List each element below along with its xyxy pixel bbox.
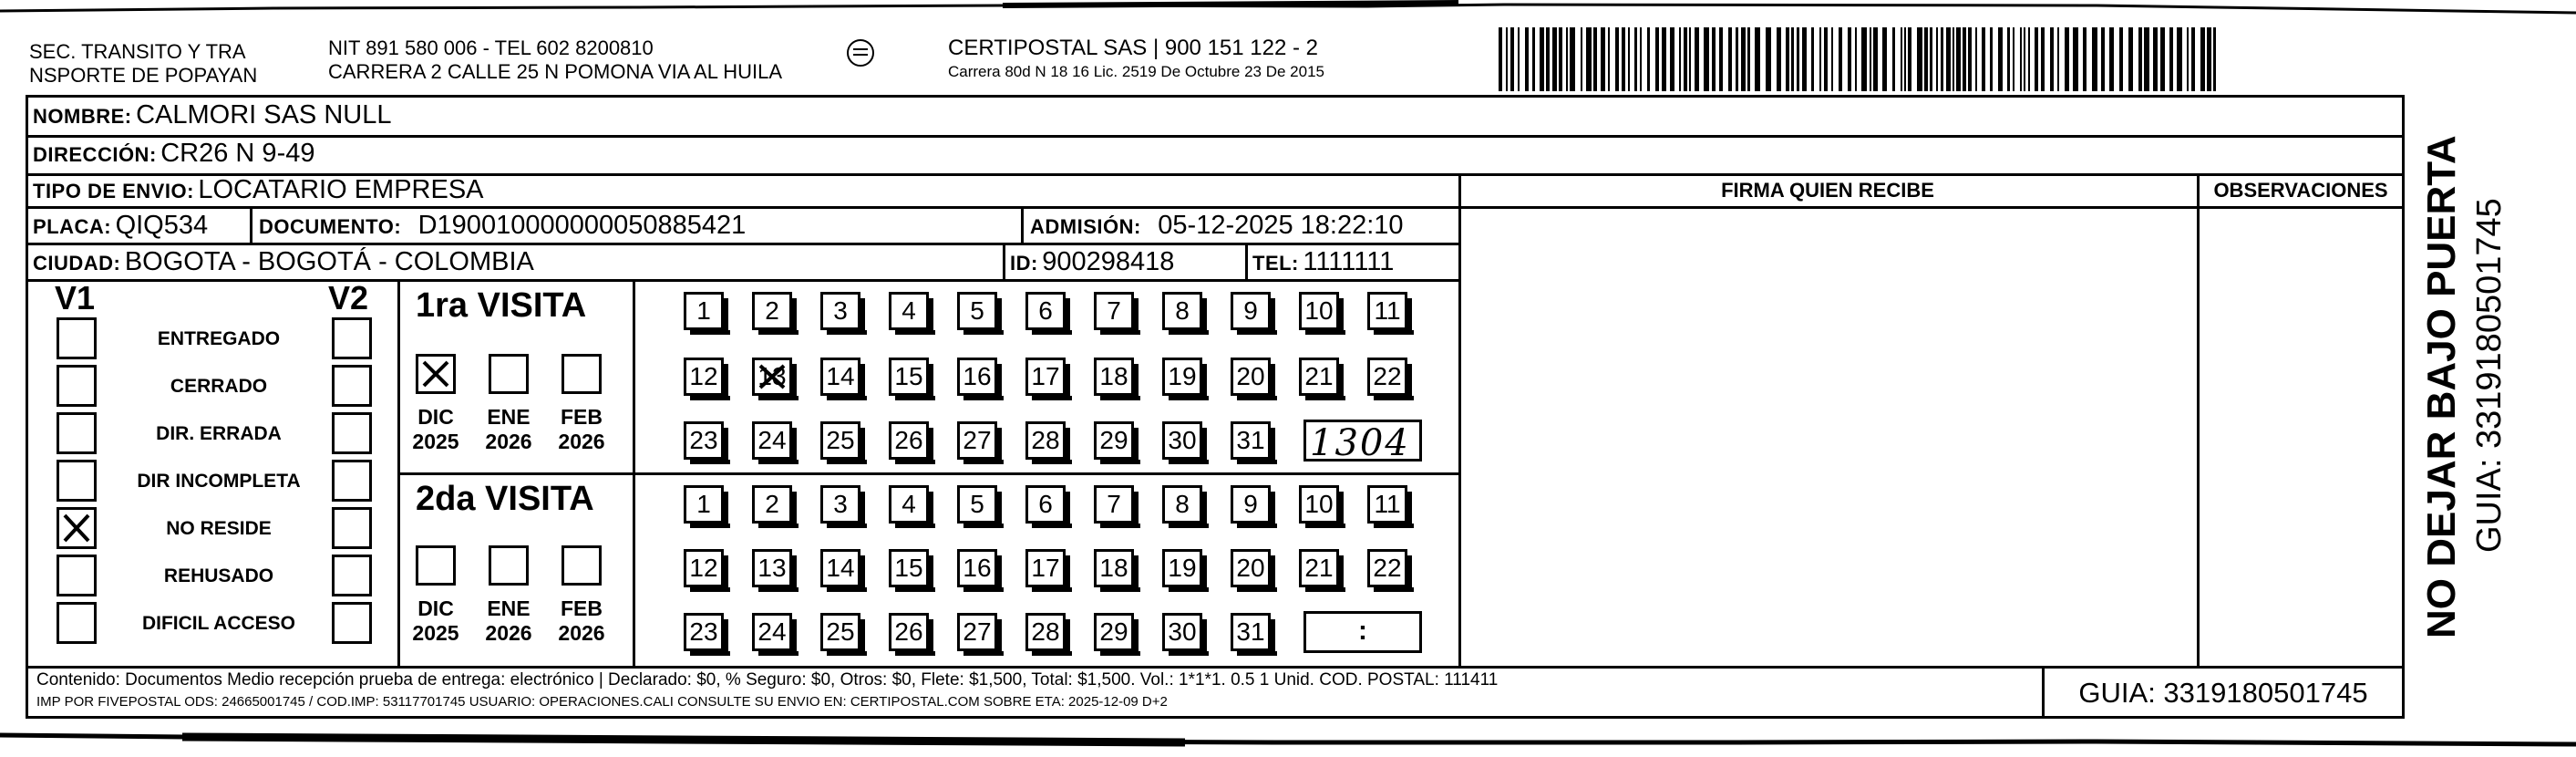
day-box[interactable] — [1094, 292, 1134, 330]
status-label: CERRADO — [170, 376, 268, 397]
day-box[interactable] — [1367, 292, 1407, 330]
day-box[interactable] — [1299, 549, 1339, 587]
day-number: 2 — [765, 490, 779, 518]
day-box[interactable] — [1162, 485, 1202, 524]
day-number: 26 — [894, 426, 923, 454]
day-box[interactable] — [1162, 421, 1202, 460]
day-box[interactable] — [957, 485, 997, 524]
v2-checkbox[interactable] — [332, 460, 372, 502]
day-box[interactable] — [1299, 485, 1339, 524]
day-number: 13 — [757, 362, 787, 390]
v2-checkbox[interactable] — [332, 412, 372, 454]
row-divider — [26, 279, 1458, 282]
day-box[interactable] — [957, 613, 997, 651]
day-number: 14 — [826, 554, 855, 582]
admision-value: 05-12-2025 18:22:10 — [1158, 211, 1404, 240]
nit-line1: NIT 891 580 006 - TEL 602 8200810 — [328, 36, 654, 59]
day-number: 30 — [1168, 426, 1197, 454]
day-box[interactable] — [684, 421, 724, 460]
v2-checkbox[interactable] — [332, 555, 372, 596]
day-number: 25 — [826, 617, 855, 646]
day-number: 24 — [757, 426, 787, 454]
nit-block — [328, 36, 782, 84]
courier-line1: CERTIPOSTAL SAS | 900 151 122 - 2 — [948, 36, 1318, 60]
day-box[interactable] — [820, 358, 860, 396]
footer-guia: GUIA: 3319180501745 — [2078, 677, 2368, 709]
courier-block — [948, 36, 1324, 84]
day-box[interactable] — [1025, 613, 1066, 651]
day-box[interactable] — [1367, 485, 1407, 524]
day-box[interactable] — [1299, 358, 1339, 396]
day-number: 3 — [833, 296, 848, 325]
ciudad-value: BOGOTA - BOGOTÁ - COLOMBIA — [124, 247, 534, 276]
day-number: 11 — [1374, 490, 1401, 518]
day-box[interactable] — [1231, 421, 1271, 460]
day-box[interactable] — [957, 421, 997, 460]
v1-checkbox[interactable] — [57, 412, 97, 454]
v2-checkbox[interactable] — [332, 602, 372, 644]
day-box[interactable] — [1025, 292, 1066, 330]
visit-divider — [633, 279, 635, 666]
tipo-label: TIPO DE ENVIO: — [33, 180, 194, 202]
nit-line2: CARRERA 2 CALLE 25 N POMONA VIA AL HUILA — [328, 60, 783, 83]
id-cell — [1010, 247, 1174, 277]
documento-value: D190010000000050885421 — [417, 211, 747, 240]
day-number: 6 — [1038, 296, 1053, 325]
day-number: 16 — [963, 554, 992, 582]
day-box[interactable] — [1367, 549, 1407, 587]
day-x-mark — [755, 360, 789, 393]
day-number: 10 — [1304, 490, 1334, 518]
admision-label: ADMISIÓN: — [1030, 215, 1141, 238]
month-checkbox[interactable] — [489, 545, 529, 586]
status-label: REHUSADO — [163, 565, 274, 586]
v2-checkbox[interactable] — [332, 317, 372, 359]
tel-value: 1111111 — [1303, 247, 1395, 276]
day-number: 13 — [757, 554, 787, 582]
day-number: 1 — [696, 490, 711, 518]
documento-cell — [259, 211, 746, 241]
day-number: 12 — [689, 362, 718, 390]
day-number: 21 — [1304, 362, 1334, 390]
v1-checkbox[interactable] — [57, 365, 97, 407]
sender-line1: SEC. TRANSITO Y TRA — [29, 40, 246, 63]
status-label: DIFICIL ACCESO — [141, 613, 295, 634]
month-year: 2025 — [412, 621, 459, 645]
month-name: DIC — [417, 596, 454, 620]
day-number: 28 — [1031, 617, 1060, 646]
tipo-value: LOCATARIO EMPRESA — [198, 175, 484, 204]
month-name: ENE — [487, 596, 531, 620]
month-year: 2026 — [485, 430, 532, 453]
day-box[interactable] — [752, 613, 792, 651]
day-number: 22 — [1373, 362, 1402, 390]
v1-checkbox[interactable] — [57, 460, 97, 502]
bottom-edge-stroke — [0, 730, 2576, 757]
month-checkbox[interactable] — [562, 354, 602, 394]
col-divider — [2197, 173, 2200, 666]
month-checkbox[interactable] — [489, 354, 529, 394]
day-box[interactable] — [752, 292, 792, 330]
visit2-title: 2da VISITA — [416, 480, 594, 518]
day-number: 20 — [1236, 554, 1265, 582]
day-box[interactable] — [1094, 613, 1134, 651]
day-number: 18 — [1099, 554, 1128, 582]
day-box[interactable] — [684, 549, 724, 587]
day-number: 30 — [1168, 617, 1197, 646]
day-number: 8 — [1175, 490, 1190, 518]
day-number: 3 — [833, 490, 848, 518]
day-box[interactable] — [1094, 485, 1134, 524]
day-number: 15 — [894, 554, 923, 582]
day-number: 7 — [1107, 296, 1121, 325]
month-name: DIC — [417, 405, 454, 429]
v1-checkbox[interactable] — [57, 602, 97, 644]
day-box[interactable] — [1231, 292, 1271, 330]
visit1-time-value: 1304 — [1310, 422, 1410, 464]
month-name: FEB — [561, 405, 603, 429]
day-box[interactable] — [684, 358, 724, 396]
day-box[interactable] — [1367, 358, 1407, 396]
day-number: 4 — [902, 296, 916, 325]
month-year: 2026 — [558, 621, 605, 645]
status-label: DIR INCOMPLETA — [137, 471, 301, 492]
cell-divider — [1245, 243, 1248, 279]
placa-cell — [33, 211, 208, 241]
direccion-value: CR26 N 9-49 — [160, 139, 315, 168]
observaciones-header: OBSERVACIONES — [2213, 179, 2388, 202]
ciudad-label: CIUDAD: — [33, 252, 121, 275]
day-box[interactable] — [1162, 358, 1202, 396]
sender-line2: NSPORTE DE POPAYAN — [29, 64, 258, 87]
day-box[interactable] — [1299, 292, 1339, 330]
day-number: 23 — [689, 617, 718, 646]
day-number: 9 — [1243, 296, 1258, 325]
month-checkbox[interactable] — [416, 545, 456, 586]
documento-label: DOCUMENTO: — [259, 215, 402, 238]
day-number: 1 — [696, 296, 711, 325]
day-number: 10 — [1304, 296, 1334, 325]
footer-divider — [26, 666, 2405, 669]
day-box[interactable] — [1025, 358, 1066, 396]
visit2-time-value: : — [1358, 616, 1367, 646]
id-value: 900298418 — [1042, 247, 1175, 276]
month-label — [408, 596, 463, 646]
day-number: 17 — [1031, 554, 1060, 582]
nombre-row — [33, 100, 391, 130]
col-header-line — [1458, 173, 2405, 176]
footer-line2: IMP POR FIVEPOSTAL ODS: 24665001745 / COD.IMP: 53117701745 USUARIO: OPERACIONES.CALI CONSULTE SU ENVIO EN: CERTIPOSTAL.COM SOBRE ETA: 2025-12-09 D+2 — [36, 694, 1168, 710]
visit1-title: 1ra VISITA — [416, 286, 587, 325]
day-box[interactable] — [752, 358, 792, 396]
day-box[interactable] — [957, 549, 997, 587]
month-label — [481, 405, 536, 454]
day-number: 27 — [963, 426, 992, 454]
placa-label: PLACA: — [33, 215, 112, 238]
tel-cell — [1252, 247, 1394, 277]
day-box[interactable] — [820, 292, 860, 330]
day-number: 12 — [689, 554, 718, 582]
month-year: 2025 — [412, 430, 459, 453]
day-box[interactable] — [889, 421, 929, 460]
v1-checkbox[interactable] — [57, 555, 97, 596]
day-number: 18 — [1099, 362, 1128, 390]
day-box[interactable] — [889, 358, 929, 396]
v2-checkbox[interactable] — [332, 507, 372, 549]
month-label — [554, 596, 609, 646]
day-number: 25 — [826, 426, 855, 454]
month-label — [554, 405, 609, 454]
day-box[interactable] — [1094, 549, 1134, 587]
day-number: 5 — [970, 296, 984, 325]
month-checkbox[interactable] — [562, 545, 602, 586]
day-number: 24 — [757, 617, 787, 646]
day-number: 5 — [970, 490, 984, 518]
day-number: 4 — [902, 490, 916, 518]
day-box[interactable] — [752, 421, 792, 460]
month-year: 2026 — [558, 430, 605, 453]
day-box[interactable] — [1231, 549, 1271, 587]
day-number: 26 — [894, 617, 923, 646]
day-number: 31 — [1236, 617, 1265, 646]
col-divider — [1458, 173, 1461, 666]
v1-label: V1 — [55, 279, 96, 316]
side-guia: GUIA: 3319180501745 — [2470, 198, 2509, 553]
cell-divider — [1021, 206, 1024, 243]
row-divider — [26, 243, 1458, 245]
day-number: 17 — [1031, 362, 1060, 390]
day-number: 20 — [1236, 362, 1265, 390]
day-number: 29 — [1099, 617, 1128, 646]
row-divider — [26, 206, 2405, 209]
v1-checkbox[interactable] — [57, 507, 97, 549]
firma-header: FIRMA QUIEN RECIBE — [1721, 179, 1934, 202]
day-box[interactable] — [752, 485, 792, 524]
day-number: 21 — [1304, 554, 1334, 582]
day-number: 16 — [963, 362, 992, 390]
day-box[interactable] — [1231, 358, 1271, 396]
day-box[interactable] — [1162, 613, 1202, 651]
tipo-row — [33, 175, 484, 205]
day-number: 6 — [1038, 490, 1053, 518]
day-box[interactable] — [820, 485, 860, 524]
v2-checkbox[interactable] — [332, 365, 372, 407]
day-number: 22 — [1373, 554, 1402, 582]
day-box[interactable] — [1162, 292, 1202, 330]
day-box[interactable] — [684, 292, 724, 330]
month-label — [481, 596, 536, 646]
row-divider — [26, 135, 2405, 138]
top-edge-stroke — [0, 0, 2576, 18]
day-box[interactable] — [957, 292, 997, 330]
day-box[interactable] — [1162, 549, 1202, 587]
day-box[interactable] — [684, 485, 724, 524]
day-box[interactable] — [889, 485, 929, 524]
day-box[interactable] — [1094, 358, 1134, 396]
day-number: 7 — [1107, 490, 1121, 518]
day-number: 29 — [1099, 426, 1128, 454]
month-name: ENE — [487, 405, 531, 429]
day-number: 27 — [963, 617, 992, 646]
day-box[interactable] — [752, 549, 792, 587]
barcode — [1495, 22, 2224, 97]
status-label: ENTREGADO — [157, 328, 281, 349]
day-number: 9 — [1243, 490, 1258, 518]
day-number: 19 — [1168, 362, 1197, 390]
day-number: 28 — [1031, 426, 1060, 454]
day-number: 2 — [765, 296, 779, 325]
day-number: 31 — [1236, 426, 1265, 454]
direccion-label: DIRECCIÓN: — [33, 143, 157, 166]
visit2-time-box[interactable] — [1303, 611, 1422, 653]
day-number: 11 — [1374, 296, 1401, 325]
month-year: 2026 — [485, 621, 532, 645]
nombre-value: CALMORI SAS NULL — [136, 100, 392, 130]
day-box[interactable] — [1231, 485, 1271, 524]
direccion-row — [33, 139, 314, 169]
day-box[interactable] — [820, 613, 860, 651]
day-number: 19 — [1168, 554, 1197, 582]
status-label: NO RESIDE — [166, 518, 272, 539]
placa-value: QIQ534 — [115, 211, 209, 240]
cell-divider — [250, 206, 252, 243]
day-box[interactable] — [1025, 421, 1066, 460]
visit1-time-box[interactable] — [1303, 420, 1422, 464]
sender-block — [29, 40, 257, 88]
day-box[interactable] — [684, 613, 724, 651]
day-number: 8 — [1175, 296, 1190, 325]
day-box[interactable] — [820, 549, 860, 587]
day-box[interactable] — [1025, 485, 1066, 524]
footer-content — [36, 669, 1498, 713]
month-name: FEB — [561, 596, 603, 620]
v1-checkbox[interactable] — [57, 317, 97, 359]
nombre-label: NOMBRE: — [33, 105, 132, 128]
footer-line1: Contenido: Documentos Medio recepción prueba de entrega: electrónico | Declarado: $0, % Seguro: $0, Otros: $0, Flete: $1,500, Total: $1,500. Vol.: 1*1*1. 0.5 1 Unid. COD. POSTAL: 111411 — [36, 670, 1499, 690]
no-dejar-bajo-puerta: NO DEJAR BAJO PUERTA — [2419, 135, 2464, 638]
courier-line2: Carrera 80d N 18 16 Lic. 2519 De Octubre 23 De 2015 — [948, 63, 1324, 80]
day-box[interactable] — [1231, 613, 1271, 651]
v2-label: V2 — [328, 279, 369, 316]
day-number: 14 — [826, 362, 855, 390]
day-number: 15 — [894, 362, 923, 390]
month-label — [408, 405, 463, 454]
month-checkbox[interactable] — [416, 354, 456, 394]
tel-label: TEL: — [1252, 252, 1299, 275]
day-box[interactable] — [1094, 421, 1134, 460]
day-box[interactable] — [1025, 549, 1066, 587]
certipostal-logo — [833, 35, 888, 84]
ciudad-cell — [33, 247, 534, 277]
day-box[interactable] — [957, 358, 997, 396]
day-number: 23 — [689, 426, 718, 454]
status-label: DIR. ERRADA — [156, 423, 282, 444]
day-box[interactable] — [889, 549, 929, 587]
day-box[interactable] — [889, 292, 929, 330]
day-box[interactable] — [889, 613, 929, 651]
cell-divider — [1003, 243, 1005, 279]
admision-cell — [1030, 211, 1404, 241]
visit-divider — [397, 472, 1458, 475]
day-box[interactable] — [820, 421, 860, 460]
id-label: ID: — [1010, 252, 1038, 275]
